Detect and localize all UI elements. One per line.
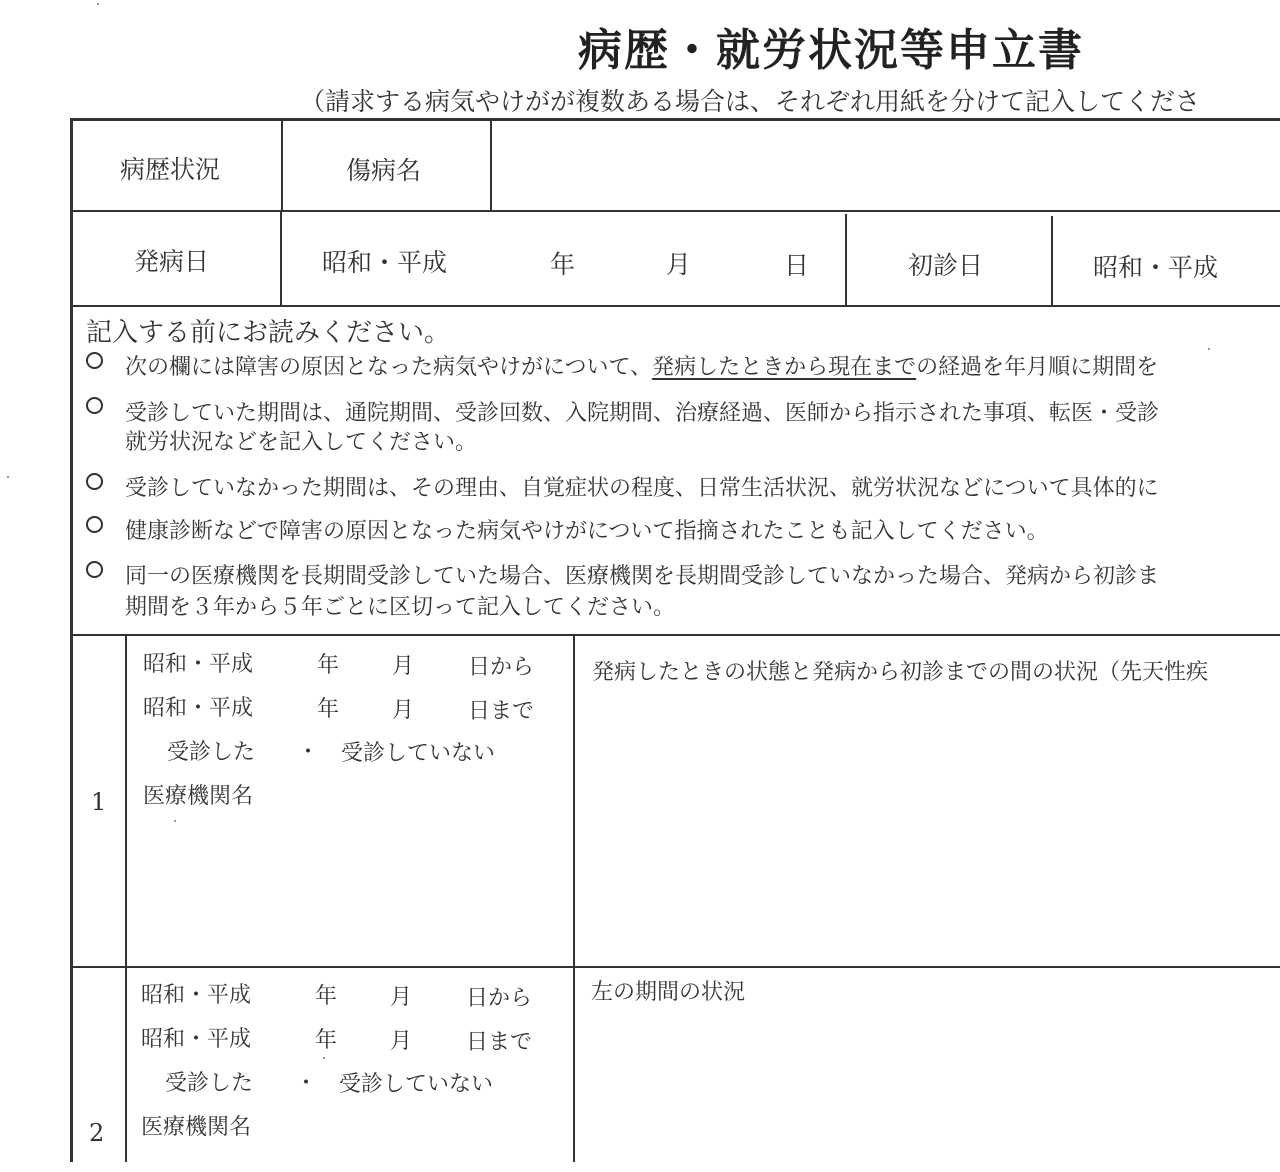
instruction-text: 受診していた期間は、通院期間、受診回数、入院期間、治療経過、医師から指示された事項、転医・受診 — [125, 401, 1160, 426]
instruction-text: 健康診断などで障害の原因となった病気やけがについて指摘されたことも記入してください。 — [125, 519, 1049, 544]
onset-year: 年 — [550, 250, 576, 279]
instruction-text — [125, 350, 1158, 381]
divider — [281, 120, 283, 212]
to-month: 月 — [392, 698, 415, 723]
to-era: 昭和・平成 — [143, 696, 254, 721]
first-visit-label: 初診日 — [908, 251, 984, 280]
scan-speck — [1208, 348, 1210, 350]
scan-speck — [97, 3, 99, 5]
instruction-text: 受診していなかった期間は、その理由、自覚症状の程度、日常生活状況、就労状況などについて具体的に — [125, 476, 1159, 501]
scan-speck — [323, 1057, 325, 1059]
circle-icon — [86, 473, 103, 490]
from-day: 日から — [468, 655, 535, 680]
circle-icon — [86, 397, 103, 414]
onset-day: 日 — [784, 251, 810, 280]
status-field[interactable] — [578, 690, 1278, 962]
instruction-text: 期間を３年から５年ごとに区切って記入してください。 — [125, 595, 676, 620]
first-visit-era: 昭和・平成 — [1093, 253, 1219, 282]
to-month: 月 — [390, 1029, 413, 1054]
to-day: 日まで — [468, 699, 535, 724]
row-number: 2 — [89, 1119, 105, 1147]
instructions-heading: 記入する前にお読みください。 — [86, 318, 451, 348]
facility-label: 医療機関名 — [143, 784, 254, 809]
instruction-text-underlined: 発病したときから現在まで — [652, 355, 917, 380]
instruction-text: 就労状況などを記入してください。 — [125, 430, 478, 455]
divider — [125, 636, 127, 1162]
table-left-border — [70, 118, 73, 1162]
onset-month: 月 — [666, 250, 692, 279]
from-era: 昭和・平成 — [143, 652, 254, 677]
history-label: 病歴状況 — [120, 155, 221, 184]
instruction-text-pre: 次の欄には障害の原因となった病気やけがについて、 — [125, 355, 653, 380]
visited-option[interactable]: 受診した — [167, 740, 256, 765]
visited-option[interactable]: 受診した — [165, 1071, 254, 1096]
scan-speck — [174, 820, 176, 822]
divider — [490, 120, 492, 212]
from-day: 日から — [466, 986, 533, 1011]
row-number: 1 — [91, 788, 107, 816]
page-subtitle: （請求する病気やけがが複数ある場合は、それぞれ用紙を分けて記入してくださ — [300, 87, 1201, 116]
divider — [72, 210, 1280, 212]
divider — [1051, 216, 1053, 306]
to-era: 昭和・平成 — [141, 1027, 252, 1052]
onset-label: 発病日 — [134, 247, 210, 276]
divider — [573, 636, 575, 1162]
table-top-border — [70, 118, 1280, 121]
instruction-text-post: の経過を年月順に期間を — [916, 355, 1159, 380]
status-label: 発病したときの状態と発病から初診までの間の状況（先天性疾 — [592, 660, 1209, 685]
to-year: 年 — [317, 697, 340, 722]
option-separator: ・ — [297, 740, 320, 765]
circle-icon — [86, 561, 103, 578]
instruction-text: 同一の医療機関を長期間受診していた場合、医療機関を長期間受診していなかった場合、発病から初診ま — [125, 564, 1160, 589]
onset-era: 昭和・平成 — [322, 248, 448, 277]
scan-speck — [7, 476, 9, 478]
page-title: 病歴・就労状況等申立書 — [578, 25, 1084, 76]
disease-name-field[interactable] — [494, 124, 1280, 208]
to-day: 日まで — [466, 1030, 533, 1055]
option-separator: ・ — [295, 1071, 318, 1096]
status-field[interactable] — [578, 1010, 1278, 1160]
to-year: 年 — [315, 1028, 338, 1053]
divider — [72, 305, 1280, 307]
from-year: 年 — [317, 653, 340, 678]
from-year: 年 — [315, 984, 338, 1009]
from-month: 月 — [390, 985, 413, 1010]
from-month: 月 — [392, 654, 415, 679]
not-visited-option[interactable]: 受診していない — [339, 1072, 494, 1097]
divider — [72, 634, 1280, 636]
circle-icon — [86, 516, 103, 533]
status-label: 左の期間の状況 — [591, 980, 746, 1005]
disease-name-label: 傷病名 — [346, 156, 422, 185]
divider — [845, 214, 847, 306]
divider — [72, 966, 1280, 968]
not-visited-option[interactable]: 受診していない — [341, 741, 496, 766]
circle-icon — [86, 352, 103, 369]
divider — [280, 212, 282, 306]
from-era: 昭和・平成 — [141, 983, 252, 1008]
facility-label: 医療機関名 — [141, 1115, 252, 1140]
